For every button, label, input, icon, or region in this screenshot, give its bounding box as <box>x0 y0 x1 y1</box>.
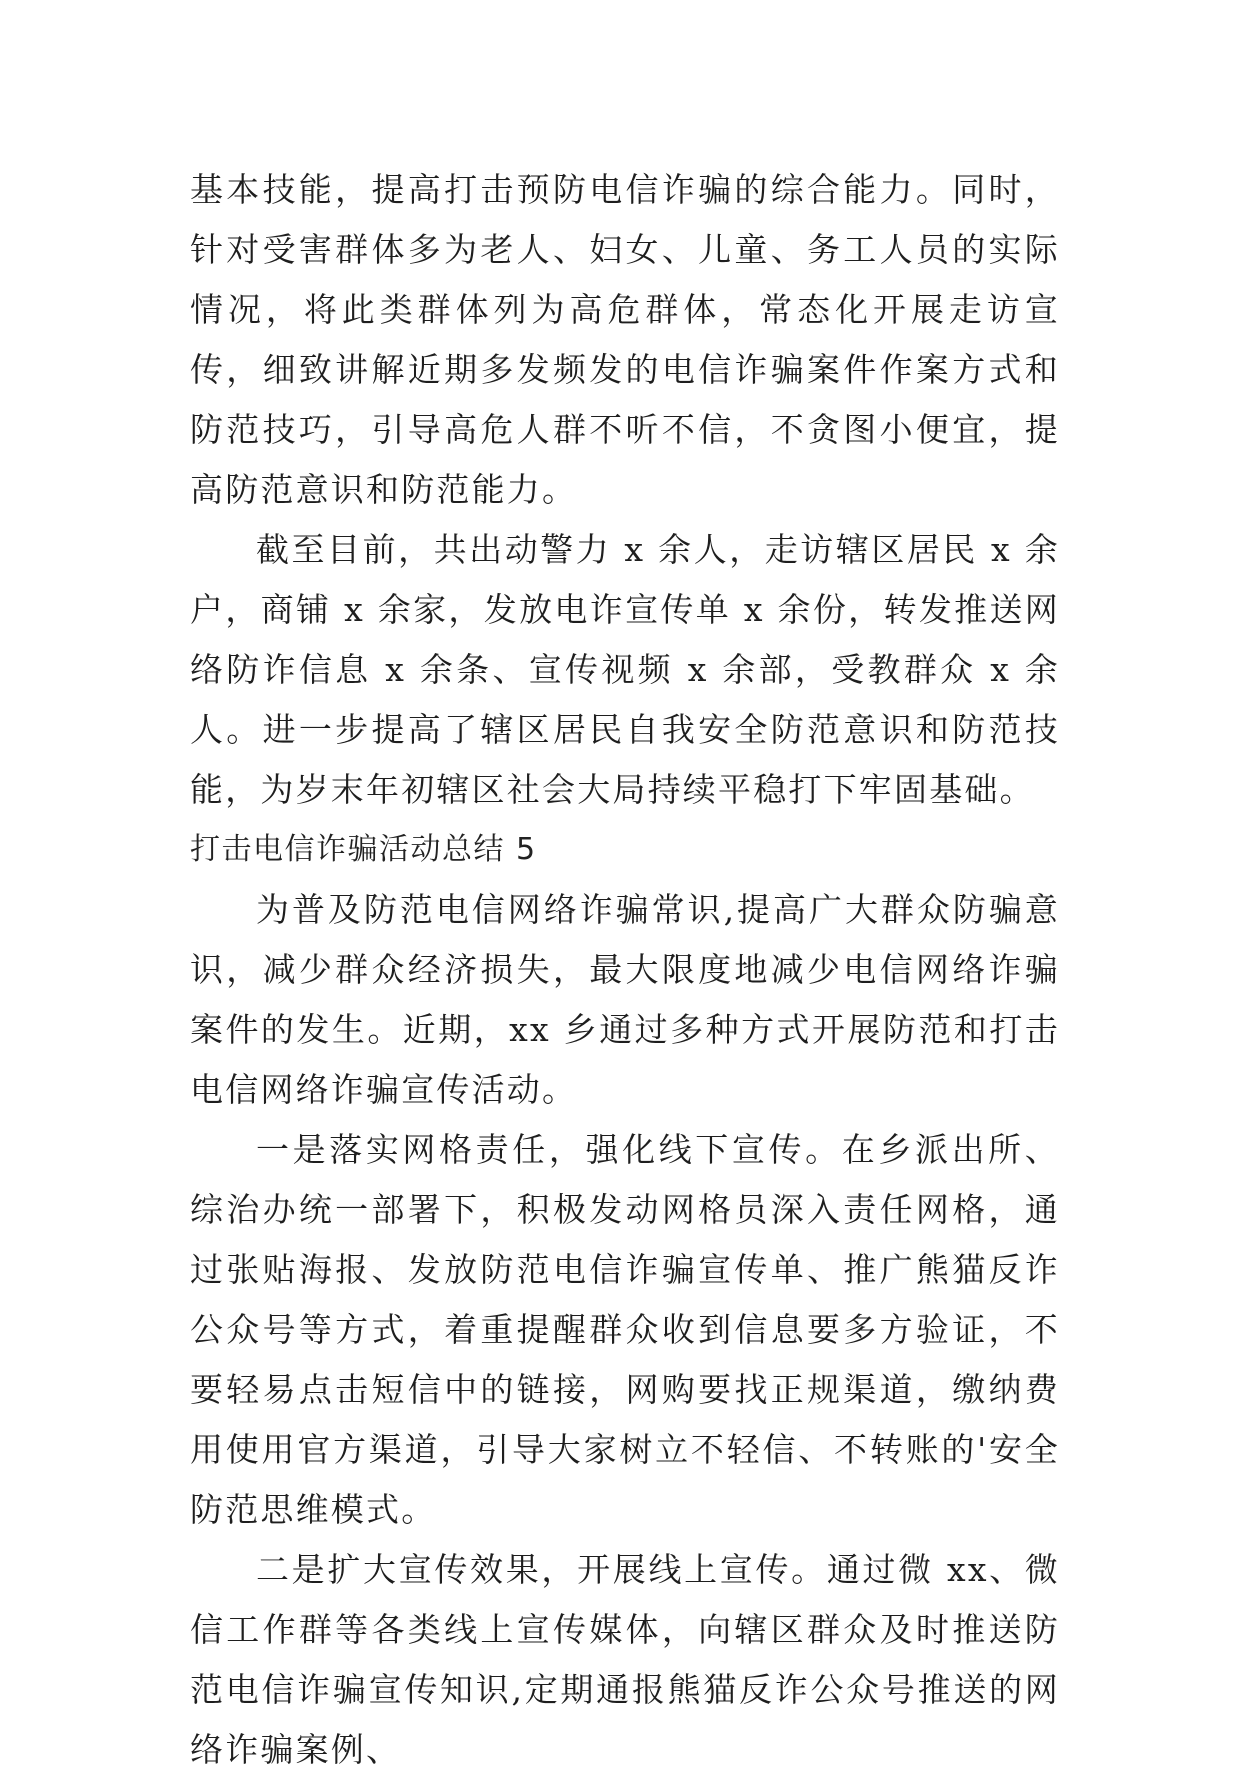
paragraph-1: 基本技能，提高打击预防电信诈骗的综合能力。同时，针对受害群体多为老人、妇女、儿童、务工人员的实际情况，将此类群体列为高危群体，常态化开展走访宣传，细致讲解近期多发频发的电信诈骗案件作案方式和防范技巧，引导高危人群不听不信，不贪图小便宜，提高防范意识和防范能力。 <box>190 170 1060 509</box>
section-heading: 打击电信诈骗活动总结 5 <box>190 832 537 867</box>
paragraph-3: 为普及防范电信网络诈骗常识,提高广大群众防骗意识，减少群众经济损失，最大限度地减少电信网络诈骗案件的发生。近期，xx 乡通过多种方式开展防范和打击电信网络诈骗宣传活动。 <box>190 890 1060 1109</box>
paragraph-2: 截至目前，共出动警力 x 余人，走访辖区居民 x 余户，商铺 x 余家，发放电诈宣传单 x 余份，转发推送网络防诈信息 x 余条、宣传视频 x 余部，受教群众 x 余人。进一步提高了辖区居民自我安全防范意识和防范技能，为岁末年初辖区社会大局持续平稳打下牢固基础。 <box>190 530 1060 809</box>
paragraph-5: 二是扩大宣传效果，开展线上宣传。通过微 xx、微信工作群等各类线上宣传媒体，向辖区群众及时推送防范电信诈骗宣传知识,定期通报熊猫反诈公众号推送的网络诈骗案例、 <box>190 1550 1060 1769</box>
paragraph-4: 一是落实网格责任，强化线下宣传。在乡派出所、综治办统一部署下，积极发动网格员深入责任网格，通过张贴海报、发放防范电信诈骗宣传单、推广熊猫反诈公众号等方式，着重提醒群众收到信息要多方验证，不要轻易点击短信中的链接，网购要找正规渠道，缴纳费用使用官方渠道，引导大家树立不轻信、不转账的'安全防范思维模式。 <box>190 1130 1060 1529</box>
document-body <box>190 160 1060 1780</box>
